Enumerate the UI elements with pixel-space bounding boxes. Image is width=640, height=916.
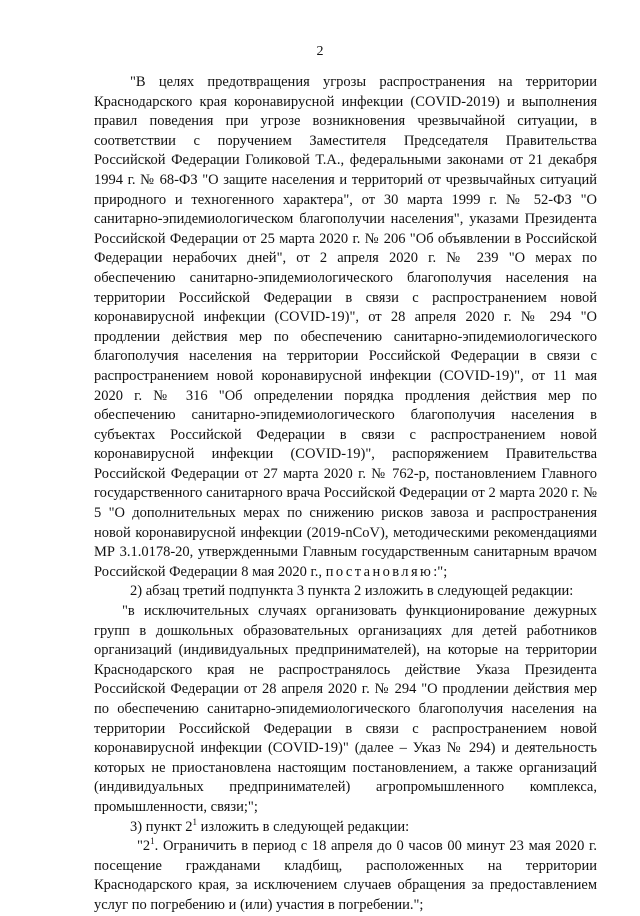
item-3-text: 3) пункт 2 bbox=[130, 818, 193, 835]
preamble-text: "В целях предотвращения угрозы распространения на территории Краснодарского края коронавирусной инфекции (COVID-2019) и выполнения правил поведения при угрозе возникновения чрезвычайной ситуации, в соответствии с поручением Заместителя Председателя Правительства Российской Федерации Голиковой Т.А., федеральными законами от 21 декабря 1994 г. № 68-ФЗ "О защите населения и территорий от чрезвычайных ситуаций природного и техногенного характера", от 30 марта 1999 г. № 52-ФЗ "О санитарно-эпидемиологическом благополучии населения", указами Президента Российской Федерации от 25 марта 2020 г. № 206 "Об объявлении в Российской Федерации нерабочих дней", от 2 апреля 2020 г. № 239 "О мерах по обеспечению санитарно-эпидемиологического благополучия населения на территории Российской Федерации в связи с распространением новой коронавирусной инфекции (COVID-19)", от 28 апреля 2020 г. № 294 "О продлении действия мер по обеспечению санитарно-эпидемиологического благополучия населения на территории Российской Федерации в связи с распространением новой коронавирусной инфекции (COVID-19)", от 11 мая 2020 г. № 316 "Об определении порядка продления действия мер по обеспечению санитарно-эпидемиологического благополучия населения в субъектах Российской Федерации в связи с распространением новой коронавирусной инфекции (COVID-19)", распоряжением Правительства Российской Федерации от 27 марта 2020 г. № 762-р, постановлением Главного государственного санитарного врача Российской Федерации от 2 марта 2020 г. № 5 "О дополнительных мерах по снижению рисков завоза и распространения новой коронавирусной инфекции (2019-nCoV), методическими рекомендациями МР 3.1.0178-20, утвержденными Главным государственным санитарным врачом Российской Федерации 8 мая 2020 г., bbox=[94, 74, 597, 580]
paragraph-preamble bbox=[94, 73, 597, 582]
paragraph-quote-item-2: "в исключительных случаях организовать функционирование дежурных групп в дошкольных образовательных организациях для детей работников организаций (индивидуальных предпринимателей), на которые на территории Краснодарского края не распространялось действие Указа Президента Российской Федерации от 28 апреля 2020 г. № 294 "О продлении действия мер по обеспечению санитарно-эпидемиологического благополучия населения на территории Российской Федерации в связи с распространением новой коронавирусной инфекции (COVID-19)" (далее – Указ № 294) и деятельность которых не приостановлена настоящим постановлением, а также организаций (индивидуальных предпринимателей) агропромышленного комплекса, промышленности, связи;"; bbox=[94, 603, 597, 815]
page-number: 2 bbox=[316, 44, 324, 59]
document-body bbox=[94, 73, 597, 916]
paragraph-item-3 bbox=[94, 818, 597, 838]
preamble-ending: :"; bbox=[433, 563, 448, 580]
quote-item-3-superscript: 1 bbox=[150, 836, 155, 847]
item-3-text-end: изложить в следующей редакции: bbox=[197, 818, 410, 835]
item-3-superscript: 1 bbox=[192, 816, 198, 827]
quote-item-3-text: . Ограничить в период с 18 апреля до 0 часов 00 минут 23 мая 2020 г. посещение гражданами кладбищ, расположенных на территории Краснодарского края, за исключением случаев обращения за предоставлением услуг по погребению и (или) участия в погребении."; bbox=[94, 838, 597, 913]
paragraph-item-2: 2) абзац третий подпункта 3 пункта 2 изложить в следующей редакции: bbox=[130, 583, 574, 600]
quote-item-3-number: "2 bbox=[137, 838, 151, 855]
preamble-resolve-word: постановляю bbox=[325, 563, 434, 580]
